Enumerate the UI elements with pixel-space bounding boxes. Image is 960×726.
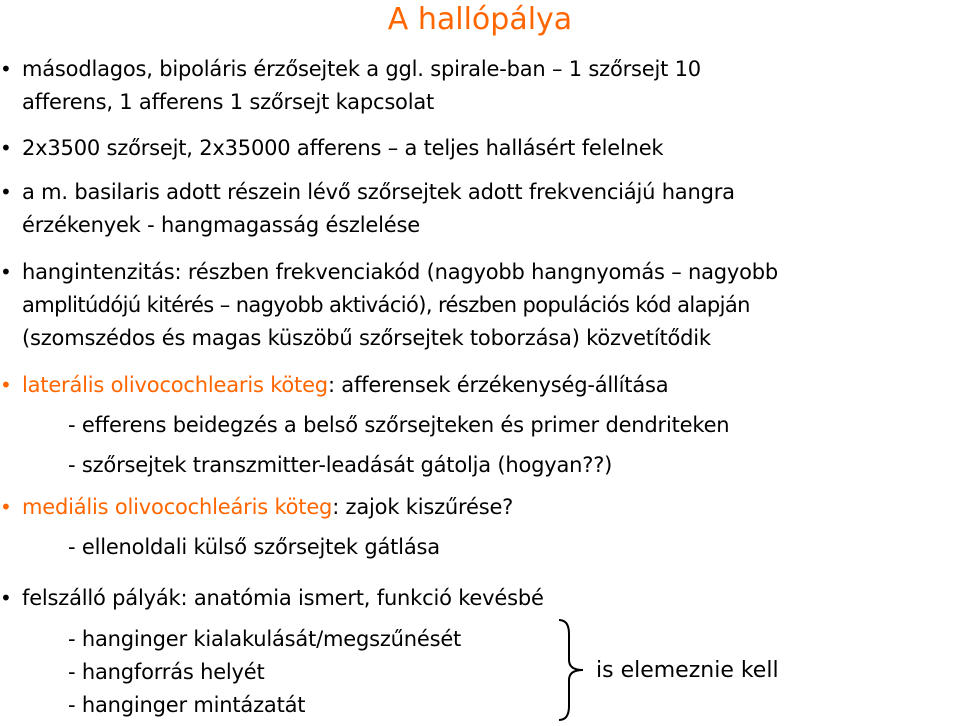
bullet-6-line-1 [22,492,513,522]
bullet-7-sub-3: - hanginger mintázatát [68,693,306,717]
bullet-5-sub-2: - szőrsejtek transzmitter-leadását gátolja (hogyan??) [68,453,613,477]
bullet-4-line-3: (szomszédos és magas küszöbű szőrsejtek toborzása) közvetítődik [22,326,711,350]
lateral-olivocochlear-term: laterális olivocochlearis köteg [22,373,328,397]
bullet-3-marker: • [0,180,12,204]
bullet-2-line-1: 2x3500 szőrsejt, 2x35000 afferens – a teljes hallásért felelnek [22,136,664,160]
bullet-3-line-1: a m. basilaris adott részein lévő szőrsejtek adott frekvenciájú hangra [22,180,735,204]
bullet-3-line-2: érzékenyek - hangmagasság észlelése [22,213,420,237]
bullet-6-marker: • [0,495,12,519]
bullet-7-line-1: felszálló pályák: anatómia ismert, funkció kevésbé [22,586,544,610]
bullet-7-marker: • [0,586,12,610]
bullet-2-marker: • [0,136,12,160]
bullet-7-sub-2: - hangforrás helyét [68,660,265,684]
curly-brace-icon [555,616,595,724]
slide-title: A hallópálya [387,2,573,37]
bullet-4-line-2: amplitúdójú kitérés – nagyobb aktiváció), részben populációs kód alapján [22,293,750,317]
bullet-6-rest: : zajok kiszűrése? [332,495,514,519]
bullet-7-sub-1: - hanginger kialakulását/megszűnését [68,627,462,651]
brace-summary-text: is elemeznie kell [596,658,779,683]
bullet-5-line-1 [22,370,668,400]
bullet-4-marker: • [0,260,12,284]
bullet-4-line-1: hangintenzitás: részben frekvenciakód (nagyobb hangnyomás – nagyobb [22,260,779,284]
bullet-1-line-1: másodlagos, bipoláris érzősejtek a ggl. spirale-ban – 1 szőrsejt 10 [22,57,701,81]
bullet-5-sub-1: - efferens beidegzés a belső szőrsejteken és primer dendriteken [68,413,730,437]
bullet-6-sub-1: - ellenoldali külső szőrsejtek gátlása [68,535,440,559]
bullet-5-marker: • [0,373,12,397]
bullet-5-rest: : afferensek érzékenység-állítása [327,373,669,397]
bullet-1-line-2: afferens, 1 afferens 1 szőrsejt kapcsolat [22,90,435,114]
bullet-1-marker: • [0,57,12,81]
medial-olivocochlear-term: mediális olivocochleáris köteg [22,495,333,519]
